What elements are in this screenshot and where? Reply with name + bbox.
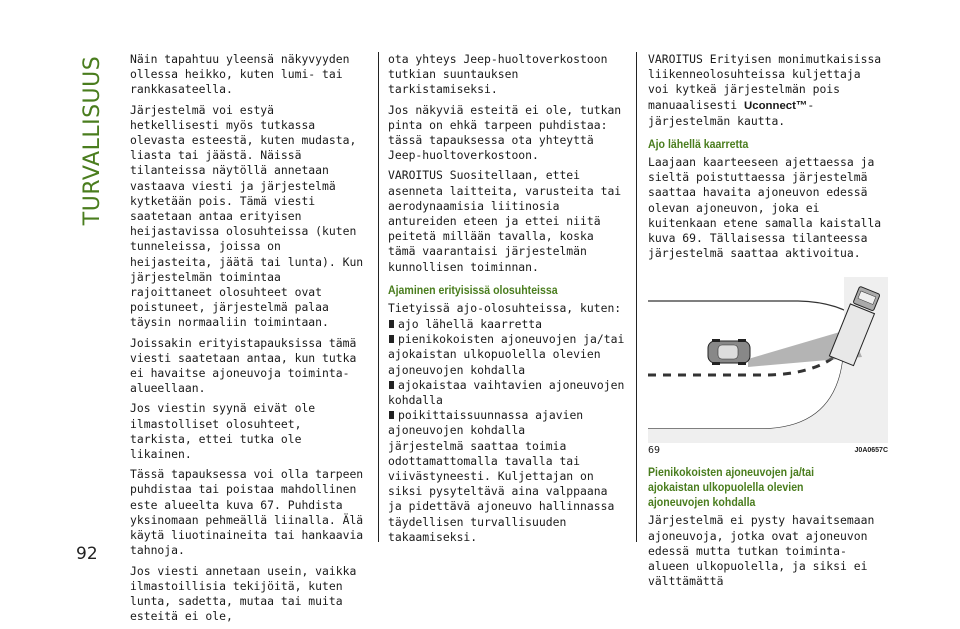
- curve-illustration: [648, 277, 888, 443]
- paragraph: järjestelmä saattaa toimia odottamattomalla tavalla tai viivästyneesti. Kuljettajan on siksi pysyteltävä aina valppaana ja pidettävä ajoneuvo hallinnassa täydellisen turvallisuuden takaamiseksi.: [388, 438, 615, 544]
- list-item: poikittaissuunnassa ajavien ajoneuvojen kohdalla: [388, 408, 584, 438]
- bullet-icon: [389, 381, 394, 389]
- section-heading: Ajaminen erityisissä olosuhteissa: [388, 282, 558, 297]
- page-number: 92: [76, 544, 98, 564]
- list-intro: Tietyissä ajo-olosuhteissa, kuten:: [388, 300, 622, 315]
- figure-caption: [648, 445, 888, 457]
- curve-diagram: [648, 277, 888, 443]
- section-title-text: TURVALLISUUS: [80, 55, 106, 225]
- list-item: ajo lähellä kaarretta: [388, 317, 628, 332]
- paragraph: Järjestelmä voi estyä hetkellisesti myös tutkassa olevasta esteestä, kuten mudasta, liasta tai jäästä. Näissä tilanteissa näytöllä annetaan vastaava viesti ja järjestelmä kytketään pois. Tämä viesti saatetaan antaa erityisen heijastavissa olosuhteissa (kuten tunneleissa, joissa on heijasteita, jäätä tai lunta). Kun järjestelmän toimintaa rajoittaneet olosuhteet ovat poistuneet, järjestelmä palaa täysin normaaliin toimintaan.: [130, 102, 364, 330]
- paragraph: Tässä tapauksessa voi olla tarpeen puhdistaa tai poistaa mahdollinen este alueelta kuva 67. Puhdista yksinomaan pehmeällä liinalla. Älä käytä liuotinaineita tai hankaavia tahnoja.: [130, 467, 364, 558]
- column-divider: [636, 52, 637, 542]
- paragraph: Jos näkyviä esteitä ei ole, tutkan pinta on ehkä tarpeen puhdistaa: tässä tapauksessa ota yhteyttä Jeep-huoltoverkostoon.: [388, 102, 622, 163]
- warning-paragraph: VAROITUS Erityisen monimutkaisissa liikenneolosuhteissa kuljettaja voi kytkeä järjestelmän pois manuaalisesti Uconnect™-järjestelmän kautta.: [648, 52, 882, 128]
- paragraph: Joissakin erityistapauksissa tämä viesti saatetaan antaa, kun tutka ei havaitse ajoneuvoja toiminta-alueellaan.: [130, 335, 357, 396]
- section-heading: Ajo lähellä kaarretta: [648, 137, 749, 152]
- paragraph: Laajaan kaarteeseen ajettaessa ja sieltä poistuttaessa järjestelmä saattaa havaita ajoneuvon edessä olevan ajoneuvon, joka ei kuitenkaan etene samalla kaistalla kuva 69. Tällaisessa tilanteessa järjestelmä saattaa aktivoitua.: [648, 155, 882, 261]
- section-heading: Pienikokoisten ajoneuvojen ja/tai ajokaistan ulkopuolella olevien ajoneuvojen kohdalla: [648, 465, 815, 510]
- car: [708, 339, 750, 365]
- brand-name: Uconnect™: [744, 99, 808, 112]
- column-2: [388, 52, 628, 550]
- figure-code: J0A0657C: [854, 447, 888, 455]
- paragraph: ota yhteys Jeep-huoltoverkostoon tutkian suuntauksen tarkistamiseksi.: [388, 52, 608, 97]
- paragraph: Jos viesti annetaan usein, vaikka ilmastoillisia tekijöitä, kuten lunta, sadetta, mutaa tai muita esteitä ei ole,: [130, 563, 357, 624]
- warning-paragraph: VAROITUS Suositellaan, ettei asenneta laitteita, varusteita tai aerodynaamisia liitinosia antureiden eteen ja ettei niitä peitetä millään tavalla, koska tämä vaarantaisi järjestelmän kunnollisen toiminnan.: [388, 168, 622, 274]
- column-1: [130, 52, 366, 629]
- paragraph: Jos viestin syynä eivät ole ilmastolliset olosuhteet, tarkista, ettei tutka ole likainen.: [130, 401, 316, 462]
- figure-number: 69: [648, 445, 661, 457]
- section-title: [76, 55, 110, 225]
- bullet-icon: [389, 320, 394, 328]
- list-item: ajokaistaa vaihtavien ajoneuvojen kohdalla: [388, 377, 625, 408]
- paragraph: Järjestelmä ei pysty havaitsemaan ajoneuvoja, jotka ovat ajoneuvon edessä mutta tutkan toiminta-alueen ulkopuolella, ja siksi ei välttämättä: [648, 513, 875, 589]
- bullet-icon: [389, 335, 394, 343]
- bullet-icon: [389, 411, 394, 419]
- paragraph: Näin tapahtuu yleensä näkyvyyden ollessa heikko, kuten lumi- tai rankkasateella.: [130, 52, 350, 97]
- list-item: pienikokoisten ajoneuvojen ja/tai ajokaistan ulkopuolella olevien ajoneuvojen kohdalla: [388, 332, 625, 377]
- column-divider: [378, 52, 379, 542]
- column-3: [648, 52, 888, 594]
